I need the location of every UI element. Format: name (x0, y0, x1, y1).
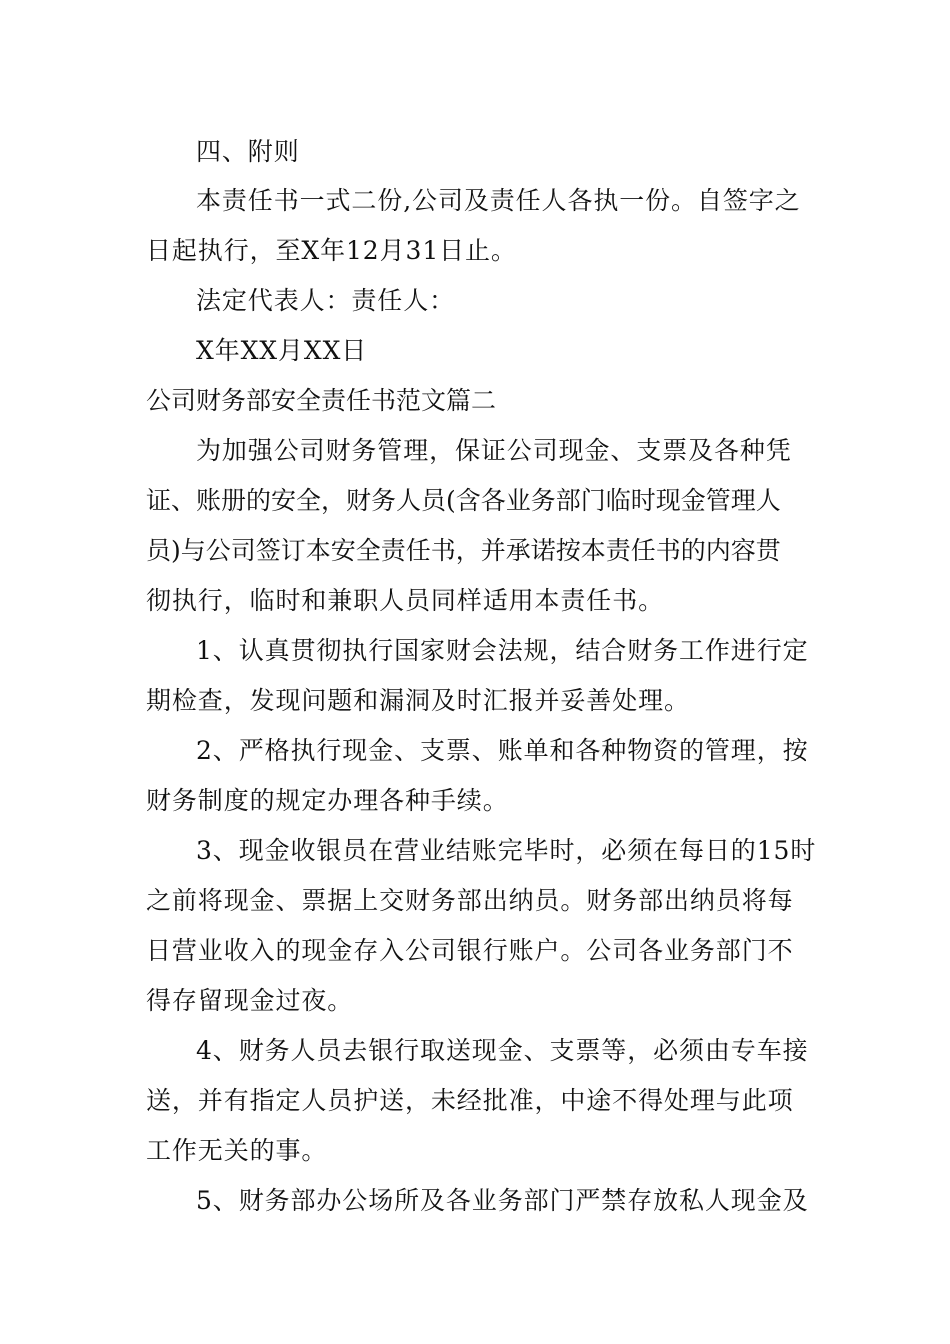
date-line: X年XX月XX日 (196, 336, 368, 365)
paragraph-line: 送，并有指定人员护送，未经批准，中途不得处理与此项 (146, 1086, 794, 1115)
paragraph-line: 财务制度的规定办理各种手续。 (146, 786, 509, 815)
paragraph-line: 5、财务部办公场所及各业务部门严禁存放私人现金及 (196, 1186, 809, 1215)
paragraph-line: 4、财务人员去银行取送现金、支票等，必须由专车接 (196, 1036, 809, 1065)
paragraph-line: 之前将现金、票据上交财务部出纳员。财务部出纳员将每 (146, 886, 794, 915)
document-title: 公司财务部安全责任书范文篇二 (146, 386, 497, 415)
paragraph-line: 日起执行，至X年12月31日止。 (146, 236, 517, 265)
paragraph-line: 员)与公司签订本安全责任书，并承诺按本责任书的内容贯 (146, 536, 781, 565)
paragraph-line: 工作无关的事。 (146, 1136, 328, 1165)
paragraph-line: 为加强公司财务管理，保证公司现金、支票及各种凭 (196, 436, 792, 465)
paragraph-line: 1、认真贯彻执行国家财会法规，结合财务工作进行定 (196, 636, 809, 665)
paragraph-line: 证、账册的安全，财务人员(含各业务部门临时现金管理人 (146, 486, 781, 515)
section-heading-appendix: 四、附则 (196, 137, 300, 166)
paragraph-line: 本责任书一式二份,公司及责任人各执一份。自签字之 (196, 186, 801, 215)
paragraph-line: 2、严格执行现金、支票、账单和各种物资的管理，按 (196, 736, 809, 765)
paragraph-line: 3、现金收银员在营业结账完毕时，必须在每日的15时 (196, 836, 817, 865)
paragraph-line: 期检查，发现问题和漏洞及时汇报并妥善处理。 (146, 686, 690, 715)
paragraph-line: 日营业收入的现金存入公司银行账户。公司各业务部门不 (146, 936, 794, 965)
paragraph-line: 彻执行，临时和兼职人员同样适用本责任书。 (146, 586, 665, 615)
paragraph-line: 得存留现金过夜。 (146, 986, 354, 1015)
signature-line: 法定代表人：责任人： (196, 286, 456, 315)
